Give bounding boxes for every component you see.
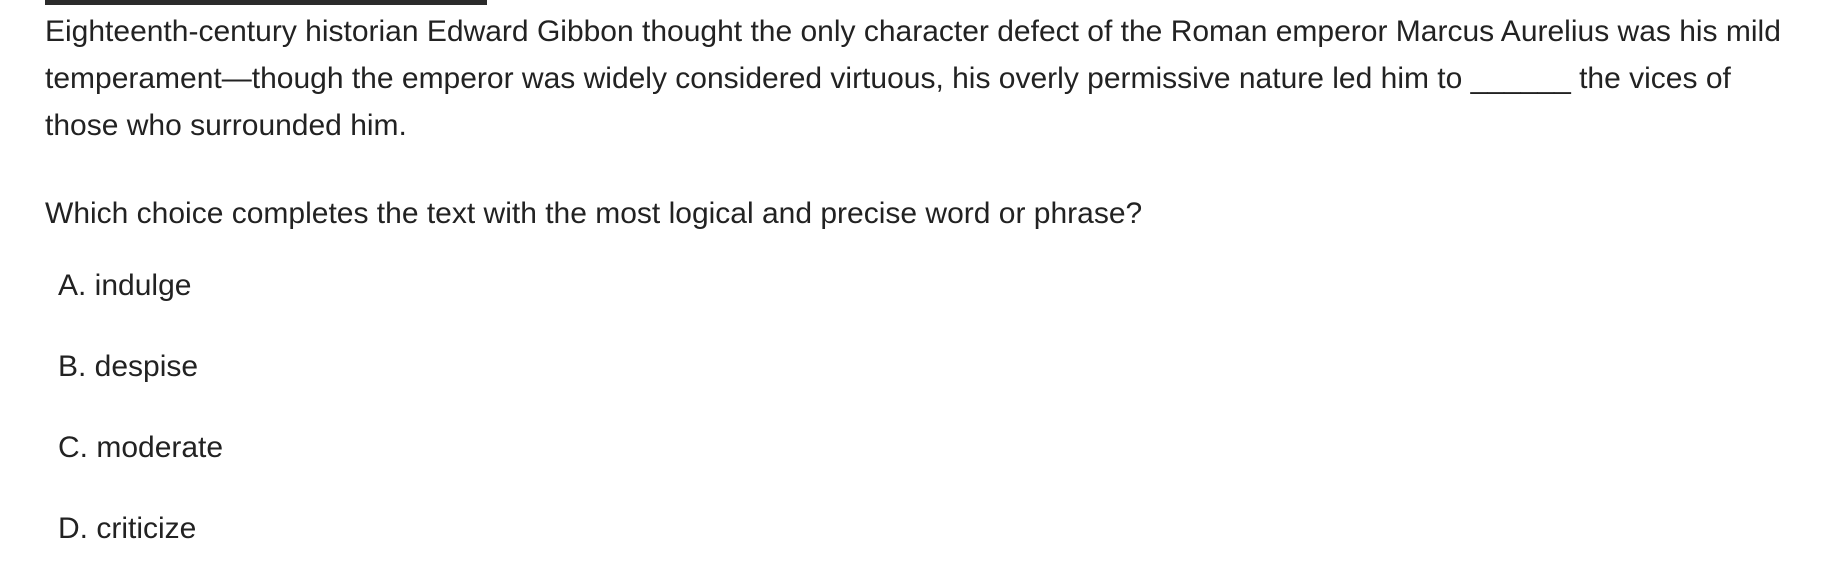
passage-text: Eighteenth-century historian Edward Gibbon thought the only character defect of the Roman emperor Marcus Aurelius was his mild temperament—though the emperor was widely considered virtuous, his overly permissive nature led him to ______ the vices of those who surrounded him. [45, 15, 1781, 142]
choice-c[interactable]: C. moderate [58, 431, 224, 464]
choice-b[interactable]: B. despise [58, 350, 199, 383]
choice-d[interactable]: D. criticize [58, 512, 197, 545]
question-prompt: Which choice completes the text with the most logical and precise word or phrase? [45, 197, 1143, 230]
top-divider-bar [45, 0, 487, 5]
answer-choices [58, 262, 223, 569]
choice-a[interactable]: A. indulge [58, 269, 192, 302]
